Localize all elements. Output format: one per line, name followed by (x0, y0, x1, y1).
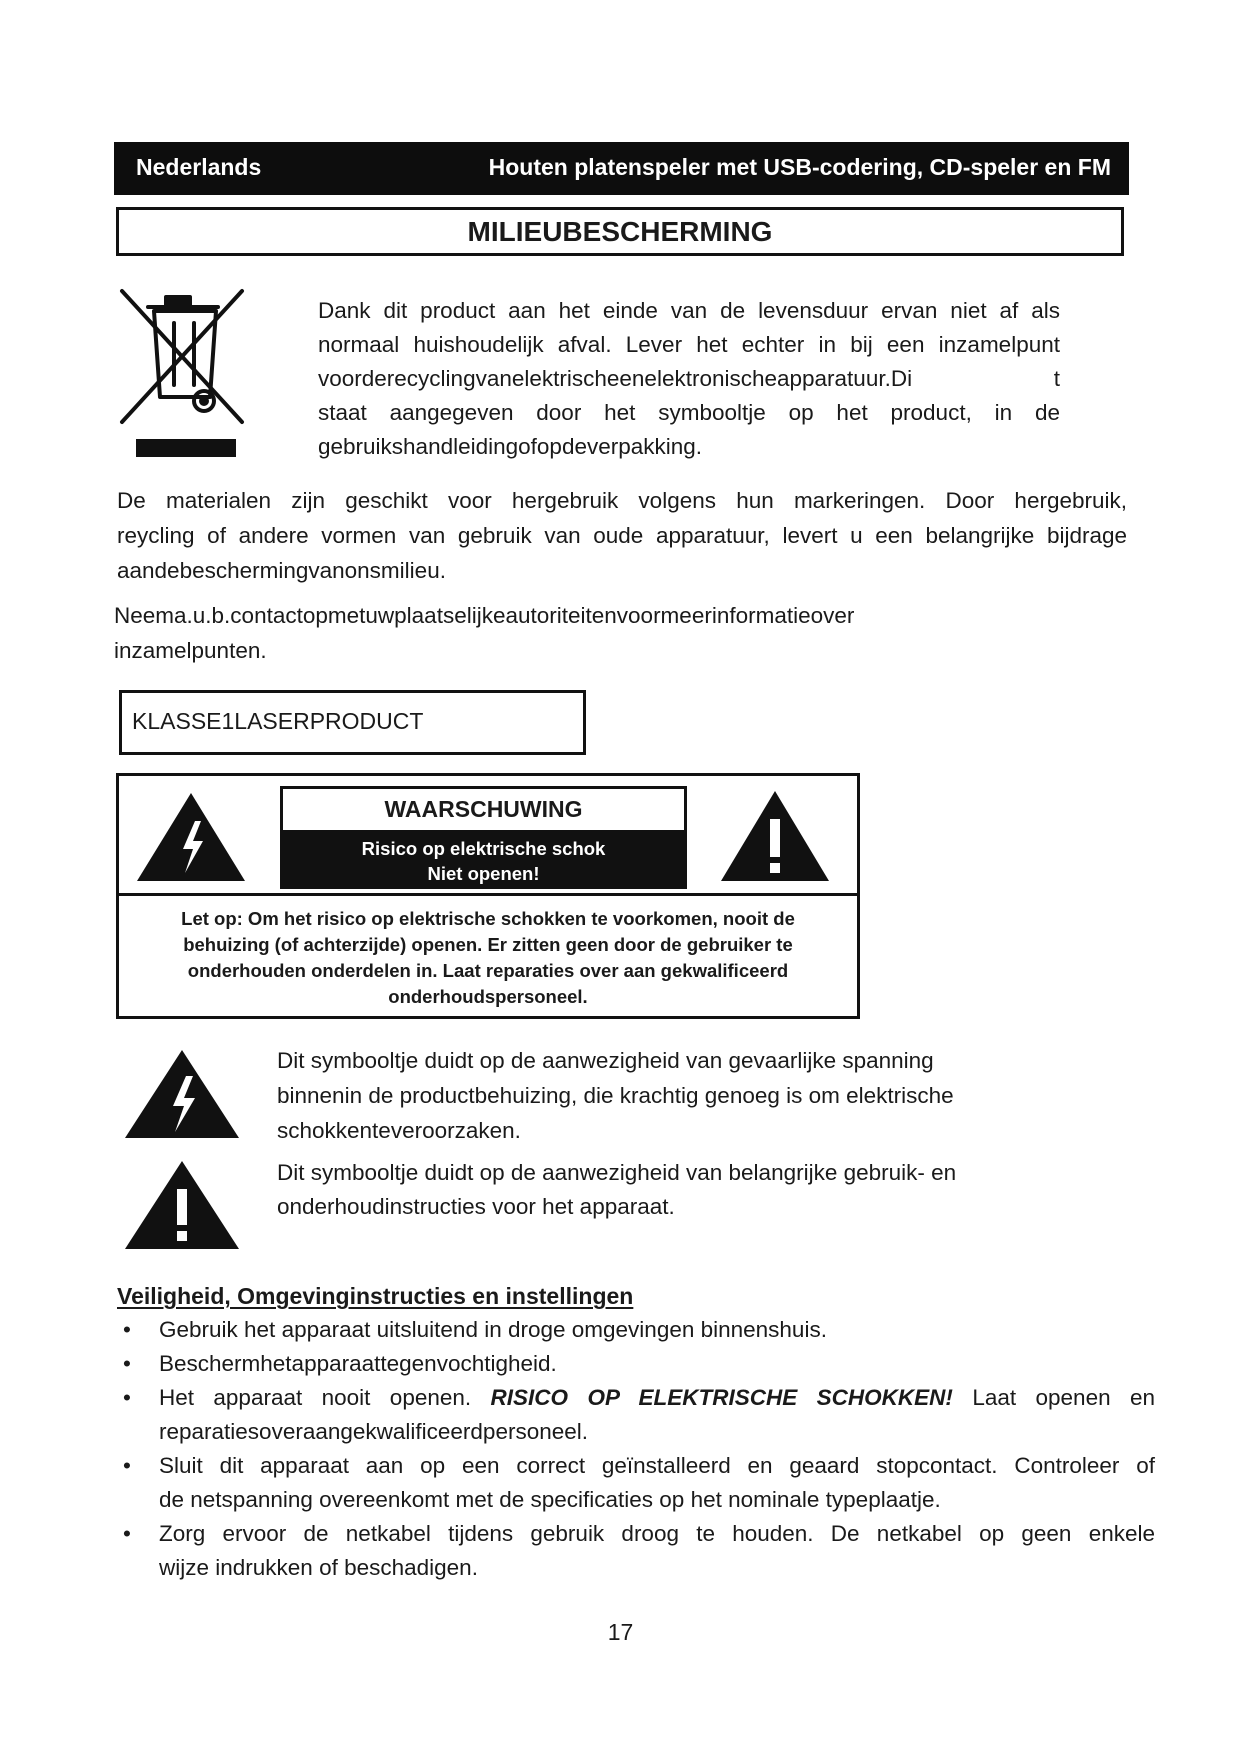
voltage-symbol-line: schokkenteveroorzaken. (277, 1118, 521, 1143)
bullet-dot: • (123, 1385, 131, 1410)
electric-shock-symbol-icon (123, 1048, 241, 1140)
weee-line: normaal huishoudelijk afval. Lever het echter in bij een inzamelpunt (318, 332, 1060, 357)
warning-note-line: behuizing (of achterzijde) openen. Er zitten geen door de gebruiker te (183, 934, 793, 955)
weee-line: staat aangegeven door het symbooltje op het product, in de (318, 400, 1060, 425)
list-item-text (159, 1381, 1155, 1415)
electric-shock-warning-icon (135, 791, 247, 883)
voltage-symbol-line: binnenin de productbehuizing, die krachtig genoeg is om elektrische (277, 1083, 954, 1108)
header-bar (114, 142, 1129, 195)
contact-line: Neema.u.b.contactopmetuwplaatselijkeautoriteitenvoormeerinformatieover (114, 603, 855, 628)
list-item (117, 1347, 1155, 1381)
weee-line: voorderecyclingvanelektrischeenelektronischeapparatuur.Di t (318, 366, 1060, 391)
materials-line: De materialen zijn geschikt voor hergebruik volgens hun markeringen. Door hergebruik, (117, 488, 1127, 513)
exclamation-warning-icon (719, 789, 831, 883)
voltage-symbol-line: Dit symbooltje duidt op de aanwezigheid van gevaarlijke spanning (277, 1048, 934, 1073)
warning-note-line: Let op: Om het risico op elektrische schokken te voorkomen, nooit de (181, 908, 795, 929)
warning-note-line: onderhoudspersoneel. (388, 986, 588, 1007)
list-item (117, 1313, 1155, 1347)
warning-note-line: onderhouden onderdelen in. Laat reparaties over aan gekwalificeerd (187, 960, 789, 981)
list-item (117, 1449, 1155, 1517)
warning-subtitle-line: Niet openen! (427, 863, 540, 884)
weee-paragraph (318, 294, 1060, 464)
voltage-symbol-text (277, 1044, 1067, 1149)
warning-title: WAARSCHUWING (280, 786, 687, 833)
page-number: 17 (607, 1619, 634, 1645)
attention-symbol-icon (123, 1159, 241, 1251)
safety-list (117, 1313, 1155, 1585)
warning-subtitle-line: Risico op elektrische schok (361, 838, 606, 859)
list-item-text: reparatiesoveraangekwalificeerdpersoneel. (159, 1419, 589, 1444)
weee-line: Dank dit product aan het einde van de levensduur ervan niet af als (318, 298, 1060, 323)
attention-symbol-line: Dit symbooltje duidt op de aanwezigheid van belangrijke gebruik- en (277, 1160, 957, 1185)
warning-subtitle (280, 833, 687, 889)
bullet-dot: • (123, 1521, 131, 1546)
list-item-text: Gebruik het apparaat uitsluitend in droge omgevingen binnenshuis. (159, 1317, 827, 1342)
laser-class-label: KLASSE1LASERPRODUCT (119, 690, 586, 755)
list-item-text: Zorg ervoor de netkabel tijdens gebruik droog te houden. De netkabel op geen enkele (159, 1521, 1155, 1546)
list-item-text-part: Het apparaat nooit openen. (159, 1385, 491, 1410)
weee-crossed-bin-icon (118, 287, 256, 462)
list-item (117, 1381, 1155, 1449)
list-item-text: wijze indrukken of beschadigen. (159, 1555, 478, 1580)
list-item-text-part: Laat openen en (952, 1385, 1156, 1410)
warning-divider (119, 893, 857, 896)
header-product-title: Houten platenspeler met USB-codering, CD-speler en FM (488, 154, 1111, 180)
attention-symbol-text (277, 1156, 1067, 1224)
list-item (117, 1517, 1155, 1585)
list-item-text: Beschermhetapparaattegenvochtigheid. (159, 1351, 557, 1376)
materials-line: aandebeschermingvanonsmilieu. (117, 558, 446, 583)
list-item-text: Sluit dit apparaat aan op een correct geïnstalleerd en geaard stopcontact. Controleer of (159, 1453, 1155, 1478)
contact-paragraph (114, 599, 1124, 669)
weee-line: gebruikshandleidingofopdeverpakking. (318, 434, 703, 459)
risk-emphasis: RISICO OP ELEKTRISCHE SCHOKKEN! (490, 1385, 953, 1410)
contact-line: inzamelpunten. (114, 638, 267, 663)
bullet-dot: • (123, 1317, 131, 1342)
attention-symbol-line: onderhoudinstructies voor het apparaat. (277, 1194, 675, 1219)
safety-heading: Veiligheid, Omgevinginstructies en instellingen (117, 1283, 634, 1309)
warning-note (129, 906, 847, 1010)
header-language: Nederlands (136, 154, 262, 180)
bullet-dot: • (123, 1453, 131, 1478)
materials-line: reycling of andere vormen van gebruik van oude apparatuur, levert u een belangrijke bijdrage (117, 523, 1127, 548)
warning-box (116, 773, 860, 1019)
section-title: MILIEUBESCHERMING (116, 207, 1124, 256)
list-item-text: de netspanning overeenkomt met de specificaties op het nominale typeplaatje. (159, 1487, 941, 1512)
bullet-dot: • (123, 1351, 131, 1376)
materials-paragraph (117, 484, 1127, 589)
